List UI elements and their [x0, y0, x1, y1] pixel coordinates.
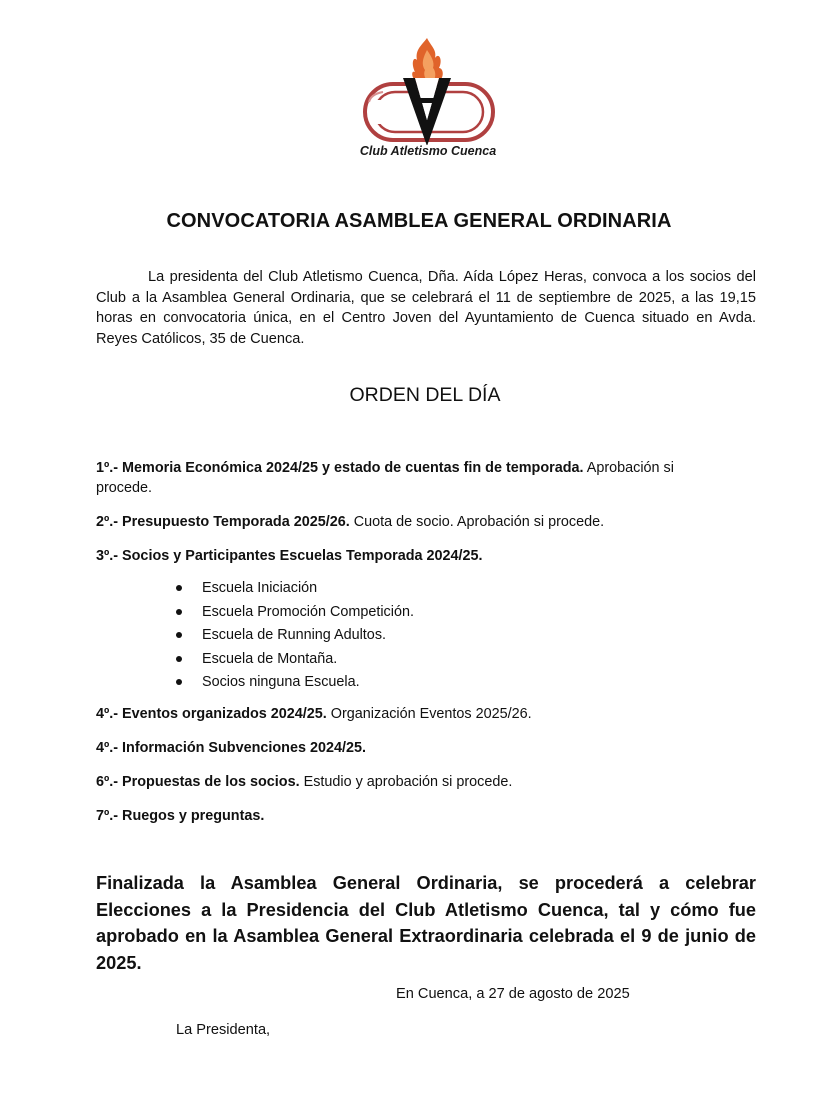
agenda-item-6-rest: Estudio y aprobación si procede. [299, 774, 513, 790]
club-logo [355, 30, 505, 165]
agenda-item-2-rest: Cuota de socio. Aprobación si procede. [349, 514, 605, 530]
bullet-text: Escuela Iniciación [202, 580, 318, 596]
bullet-text: Socios ninguna Escuela. [202, 674, 360, 690]
list-item [176, 672, 414, 696]
place-date: En Cuenca, a 27 de agosto de 2025 [396, 986, 630, 1002]
list-item [176, 602, 414, 626]
agenda-item-2 [96, 512, 716, 532]
agenda-item-4-rest: Organización Eventos 2025/26. [326, 706, 532, 722]
agenda-item-3 [96, 546, 716, 566]
agenda-item-1-bold: 1º.- Memoria Económica 2024/25 y estado de cuentas fin de temporada. [96, 460, 584, 476]
club-logo-text: Club Atletismo Cuenca [359, 144, 497, 158]
agenda-item-5-bold: 4º.- Información Subvenciones 2024/25. [96, 740, 366, 756]
club-logo-emblem-icon [355, 30, 501, 145]
list-item [176, 649, 414, 673]
bullet-icon [176, 679, 182, 685]
list-item [176, 625, 414, 649]
bullet-icon [176, 632, 182, 638]
agenda-heading: ORDEN DEL DÍA [349, 384, 501, 406]
agenda-item-1 [96, 458, 716, 498]
agenda-item-7 [96, 806, 716, 826]
schools-bullet-list [176, 578, 414, 696]
agenda-item-3-bold: 3º.- Socios y Participantes Escuelas Temporada 2024/25. [96, 548, 483, 564]
bullet-icon [176, 656, 182, 662]
bullet-icon [176, 585, 182, 591]
agenda-item-6-bold: 6º.- Propuestas de los socios. [96, 774, 300, 790]
bullet-icon [176, 609, 182, 615]
page-title: CONVOCATORIA ASAMBLEA GENERAL ORDINARIA [166, 210, 672, 232]
bullet-text: Escuela de Montaña. [202, 650, 338, 667]
signature-line: La Presidenta, [176, 1022, 271, 1038]
agenda-item-4-bold: 4º.- Eventos organizados 2024/25. [96, 706, 327, 722]
agenda-item-6 [96, 772, 716, 792]
agenda-item-5 [96, 738, 716, 758]
agenda-item-7-bold: 7º.- Ruegos y preguntas. [96, 808, 265, 824]
agenda-item-1-rest: Aprobación si procede. [96, 460, 674, 496]
elections-paragraph: Finalizada la Asamblea General Ordinaria, se procederá a celebrar Elecciones a la Presidencia del Club Atletismo Cuenca, tal y cómo fue aprobado en la Asamblea General Extraordinaria celebrada el 9 de junio de 2025. [96, 873, 756, 973]
bullet-text: Escuela Promoción Competición. [202, 603, 414, 620]
agenda-item-4 [96, 704, 716, 724]
agenda-item-2-bold: 2º.- Presupuesto Temporada 2025/26. [96, 514, 350, 530]
list-item [176, 578, 414, 602]
bullet-text: Escuela de Running Adultos. [202, 627, 387, 643]
intro-paragraph: La presidenta del Club Atletismo Cuenca, Dña. Aída López Heras, convoca a los socios del Club a la Asamblea General Ordinaria, que se celebrará el 11 de septiembre de 2025, a las 19,15 horas en convocatoria única, en el Centro Joven del Ayuntamiento de Cuenca situado en Avda. Reyes Católicos, 35 de Cuenca. [96, 269, 756, 347]
